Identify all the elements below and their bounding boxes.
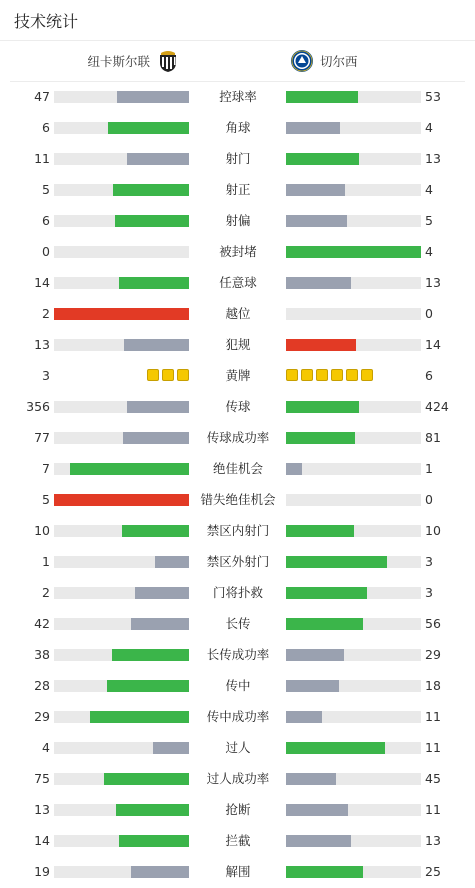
- stat-row: [0, 546, 475, 577]
- away-bar-fill: [286, 649, 344, 661]
- away-value: 29: [425, 647, 441, 662]
- home-bar-fill: [119, 277, 189, 289]
- home-bar-fill: [122, 525, 190, 537]
- away-value: 3: [425, 554, 433, 569]
- home-bar-track: [54, 277, 189, 289]
- away-value: 14: [425, 337, 441, 352]
- home-bar-fill: [54, 308, 189, 320]
- stat-row: [0, 763, 475, 794]
- home-bar-track: [54, 587, 189, 599]
- home-bar-fill: [155, 556, 189, 568]
- stat-label: 角球: [225, 120, 251, 135]
- yellow-card-icon: [286, 369, 298, 381]
- home-bar-fill: [153, 742, 189, 754]
- away-value: 4: [425, 182, 433, 197]
- stat-label: 射正: [225, 182, 251, 197]
- home-value: 38: [34, 647, 50, 662]
- stat-row: [0, 577, 475, 608]
- away-value: 6: [425, 368, 433, 383]
- away-bar-track: [286, 773, 421, 785]
- stat-label: 过人: [225, 740, 251, 755]
- home-bar-fill: [123, 432, 189, 444]
- yellow-card-icon: [361, 369, 373, 381]
- home-bar-track: [54, 432, 189, 444]
- stat-label: 控球率: [219, 89, 257, 104]
- home-bar-track: [54, 184, 189, 196]
- section-header: [0, 0, 475, 41]
- away-value: 81: [425, 430, 441, 445]
- away-value: 18: [425, 678, 441, 693]
- stat-row: [0, 856, 475, 887]
- away-bar-fill: [286, 556, 387, 568]
- away-bar-fill: [286, 711, 322, 723]
- stat-row: [0, 484, 475, 515]
- away-bar-track: [286, 308, 421, 320]
- away-bar-track: [286, 866, 421, 878]
- home-bar-fill: [131, 618, 189, 630]
- stat-label: 任意球: [219, 275, 257, 290]
- stat-label: 错失绝佳机会: [200, 492, 276, 507]
- away-bar-track: [286, 122, 421, 134]
- away-bar-track: [286, 153, 421, 165]
- away-bar-track: [286, 401, 421, 413]
- stat-row: [0, 267, 475, 298]
- away-bar-track: [286, 835, 421, 847]
- stat-label: 拦截: [225, 833, 251, 848]
- away-bar-track: [286, 587, 421, 599]
- home-bar-fill: [113, 184, 189, 196]
- home-bar-track: [54, 618, 189, 630]
- away-bar-track: [286, 246, 421, 258]
- stat-label: 射门: [225, 151, 251, 166]
- stat-label: 被封堵: [219, 244, 257, 259]
- home-value: 14: [34, 275, 50, 290]
- home-value: 47: [34, 89, 50, 104]
- stat-label: 抢断: [225, 802, 251, 817]
- stat-row: [0, 422, 475, 453]
- away-bar-track: [286, 463, 421, 475]
- away-bar-track: [286, 184, 421, 196]
- away-bar-fill: [286, 680, 339, 692]
- home-bar-track: [54, 339, 189, 351]
- stat-label: 门将扑救: [212, 585, 263, 600]
- home-bar-track: [54, 711, 189, 723]
- stat-label: 传球成功率: [206, 430, 270, 445]
- home-value: 77: [34, 430, 50, 445]
- away-bar-fill: [286, 463, 302, 475]
- home-value: 356: [26, 399, 50, 414]
- stat-label: 传中成功率: [206, 709, 270, 724]
- stat-row: [0, 391, 475, 422]
- away-bar-track: [286, 525, 421, 537]
- home-value: 4: [42, 740, 50, 755]
- home-value: 5: [42, 492, 50, 507]
- stat-label: 长传成功率: [206, 647, 270, 662]
- home-value: 29: [34, 709, 50, 724]
- away-value: 11: [425, 802, 441, 817]
- away-bar-fill: [286, 742, 385, 754]
- away-value: 10: [425, 523, 441, 538]
- home-bar-fill: [70, 463, 189, 475]
- home-bar-track: [54, 649, 189, 661]
- stat-row: [0, 236, 475, 267]
- home-value: 3: [42, 368, 50, 383]
- home-value: 5: [42, 182, 50, 197]
- away-value: 11: [425, 709, 441, 724]
- away-bar-fill: [286, 401, 359, 413]
- home-bar-track: [54, 246, 189, 258]
- away-bar-fill: [286, 246, 421, 258]
- away-bar-track: [286, 215, 421, 227]
- stat-label: 越位: [225, 306, 251, 321]
- home-bar-track: [54, 122, 189, 134]
- home-value: 19: [34, 864, 50, 879]
- home-bar-track: [54, 91, 189, 103]
- stat-label: 禁区外射门: [206, 554, 270, 569]
- stat-row: [0, 329, 475, 360]
- away-value: 13: [425, 151, 441, 166]
- stat-label: 解围: [225, 864, 251, 879]
- home-value: 1: [42, 554, 50, 569]
- away-value: 0: [425, 306, 433, 321]
- home-value: 6: [42, 120, 50, 135]
- away-value: 56: [425, 616, 441, 631]
- away-value: 4: [425, 244, 433, 259]
- away-value: 13: [425, 833, 441, 848]
- yellow-card-icon: [177, 369, 189, 381]
- away-yellow-cards: [286, 369, 373, 381]
- home-value: 13: [34, 337, 50, 352]
- yellow-card-icon: [162, 369, 174, 381]
- stat-row: [0, 732, 475, 763]
- stat-row: [0, 794, 475, 825]
- home-bar-track: [54, 804, 189, 816]
- home-value: 10: [34, 523, 50, 538]
- stat-row: [0, 670, 475, 701]
- away-bar-track: [286, 804, 421, 816]
- stat-row: [0, 112, 475, 143]
- home-value: 6: [42, 213, 50, 228]
- home-bar-fill: [116, 804, 189, 816]
- home-value: 28: [34, 678, 50, 693]
- yellow-card-icon: [301, 369, 313, 381]
- home-bar-fill: [104, 773, 189, 785]
- away-bar-fill: [286, 835, 351, 847]
- away-bar-fill: [286, 773, 336, 785]
- away-value: 424: [425, 399, 449, 414]
- away-bar-track: [286, 742, 421, 754]
- away-bar-fill: [286, 215, 347, 227]
- teams-header: [10, 41, 465, 82]
- home-bar-track: [54, 308, 189, 320]
- stat-row: [0, 701, 475, 732]
- away-bar-track: [286, 91, 421, 103]
- home-bar-track: [54, 463, 189, 475]
- away-team[interactable]: [290, 41, 358, 81]
- stat-label: 禁区内射门: [206, 523, 270, 538]
- home-bar-fill: [107, 680, 189, 692]
- home-bar-fill: [112, 649, 189, 661]
- away-value: 0: [425, 492, 433, 507]
- away-bar-track: [286, 711, 421, 723]
- section-title: 技术统计: [14, 11, 79, 31]
- away-bar-fill: [286, 804, 348, 816]
- away-bar-fill: [286, 277, 351, 289]
- stat-label: 传球: [225, 399, 251, 414]
- home-bar-fill: [127, 401, 189, 413]
- home-bar-track: [54, 835, 189, 847]
- home-value: 0: [42, 244, 50, 259]
- stat-label: 绝佳机会: [212, 461, 263, 476]
- away-value: 5: [425, 213, 433, 228]
- stat-label: 射偏: [225, 213, 251, 228]
- away-bar-track: [286, 680, 421, 692]
- stat-row: [0, 639, 475, 670]
- away-bar-fill: [286, 153, 359, 165]
- home-team[interactable]: [87, 41, 180, 81]
- away-bar-track: [286, 556, 421, 568]
- home-bar-fill: [124, 339, 189, 351]
- away-value: 45: [425, 771, 441, 786]
- home-bar-fill: [54, 494, 189, 506]
- home-value: 2: [42, 306, 50, 321]
- stat-row: [0, 174, 475, 205]
- home-bar-track: [54, 215, 189, 227]
- home-team-name: 纽卡斯尔联: [87, 54, 150, 69]
- away-bar-track: [286, 339, 421, 351]
- home-bar-fill: [131, 866, 189, 878]
- away-value: 1: [425, 461, 433, 476]
- yellow-card-icon: [331, 369, 343, 381]
- chelsea-crest-icon: [290, 49, 314, 73]
- stat-row: [0, 298, 475, 329]
- home-bar-track: [54, 680, 189, 692]
- away-bar-track: [286, 618, 421, 630]
- away-bar-fill: [286, 184, 345, 196]
- home-bar-track: [54, 153, 189, 165]
- stat-row: [0, 81, 475, 112]
- stat-label: 过人成功率: [206, 771, 270, 786]
- stat-label: 长传: [225, 616, 251, 631]
- home-value: 2: [42, 585, 50, 600]
- away-value: 13: [425, 275, 441, 290]
- away-bar-track: [286, 277, 421, 289]
- away-bar-fill: [286, 587, 367, 599]
- yellow-card-icon: [147, 369, 159, 381]
- away-value: 25: [425, 864, 441, 879]
- home-bar-fill: [135, 587, 189, 599]
- stat-row: [0, 825, 475, 856]
- away-bar-track: [286, 432, 421, 444]
- home-bar-track: [54, 866, 189, 878]
- home-yellow-cards: [147, 369, 189, 381]
- home-bar-track: [54, 401, 189, 413]
- home-bar-fill: [108, 122, 189, 134]
- away-bar-fill: [286, 339, 356, 351]
- stat-row: [0, 515, 475, 546]
- home-value: 11: [34, 151, 50, 166]
- home-bar-fill: [90, 711, 189, 723]
- stat-row: [0, 205, 475, 236]
- away-bar-fill: [286, 122, 340, 134]
- away-value: 11: [425, 740, 441, 755]
- newcastle-crest-icon: [156, 49, 180, 73]
- away-bar-fill: [286, 91, 358, 103]
- away-team-name: 切尔西: [320, 54, 358, 69]
- stat-row: [0, 608, 475, 639]
- stat-label: 犯规: [225, 337, 251, 352]
- home-bar-fill: [127, 153, 189, 165]
- away-value: 3: [425, 585, 433, 600]
- stat-label: 黄牌: [225, 368, 251, 383]
- home-bar-fill: [115, 215, 189, 227]
- home-value: 14: [34, 833, 50, 848]
- home-bar-track: [54, 773, 189, 785]
- stat-row: [0, 453, 475, 484]
- home-bar-fill: [119, 835, 189, 847]
- yellow-card-icon: [346, 369, 358, 381]
- home-value: 13: [34, 802, 50, 817]
- home-bar-track: [54, 556, 189, 568]
- stat-row: [0, 143, 475, 174]
- away-bar-fill: [286, 866, 363, 878]
- home-bar-fill: [117, 91, 189, 103]
- away-bar-fill: [286, 432, 355, 444]
- away-bar-fill: [286, 525, 354, 537]
- home-bar-track: [54, 525, 189, 537]
- yellow-card-icon: [316, 369, 328, 381]
- away-bar-track: [286, 494, 421, 506]
- home-value: 42: [34, 616, 50, 631]
- stat-row: [0, 360, 475, 391]
- home-bar-track: [54, 742, 189, 754]
- away-bar-fill: [286, 618, 363, 630]
- away-value: 53: [425, 89, 441, 104]
- away-value: 4: [425, 120, 433, 135]
- away-bar-track: [286, 649, 421, 661]
- stat-label: 传中: [225, 678, 251, 693]
- home-value: 75: [34, 771, 50, 786]
- home-value: 7: [42, 461, 50, 476]
- home-bar-track: [54, 494, 189, 506]
